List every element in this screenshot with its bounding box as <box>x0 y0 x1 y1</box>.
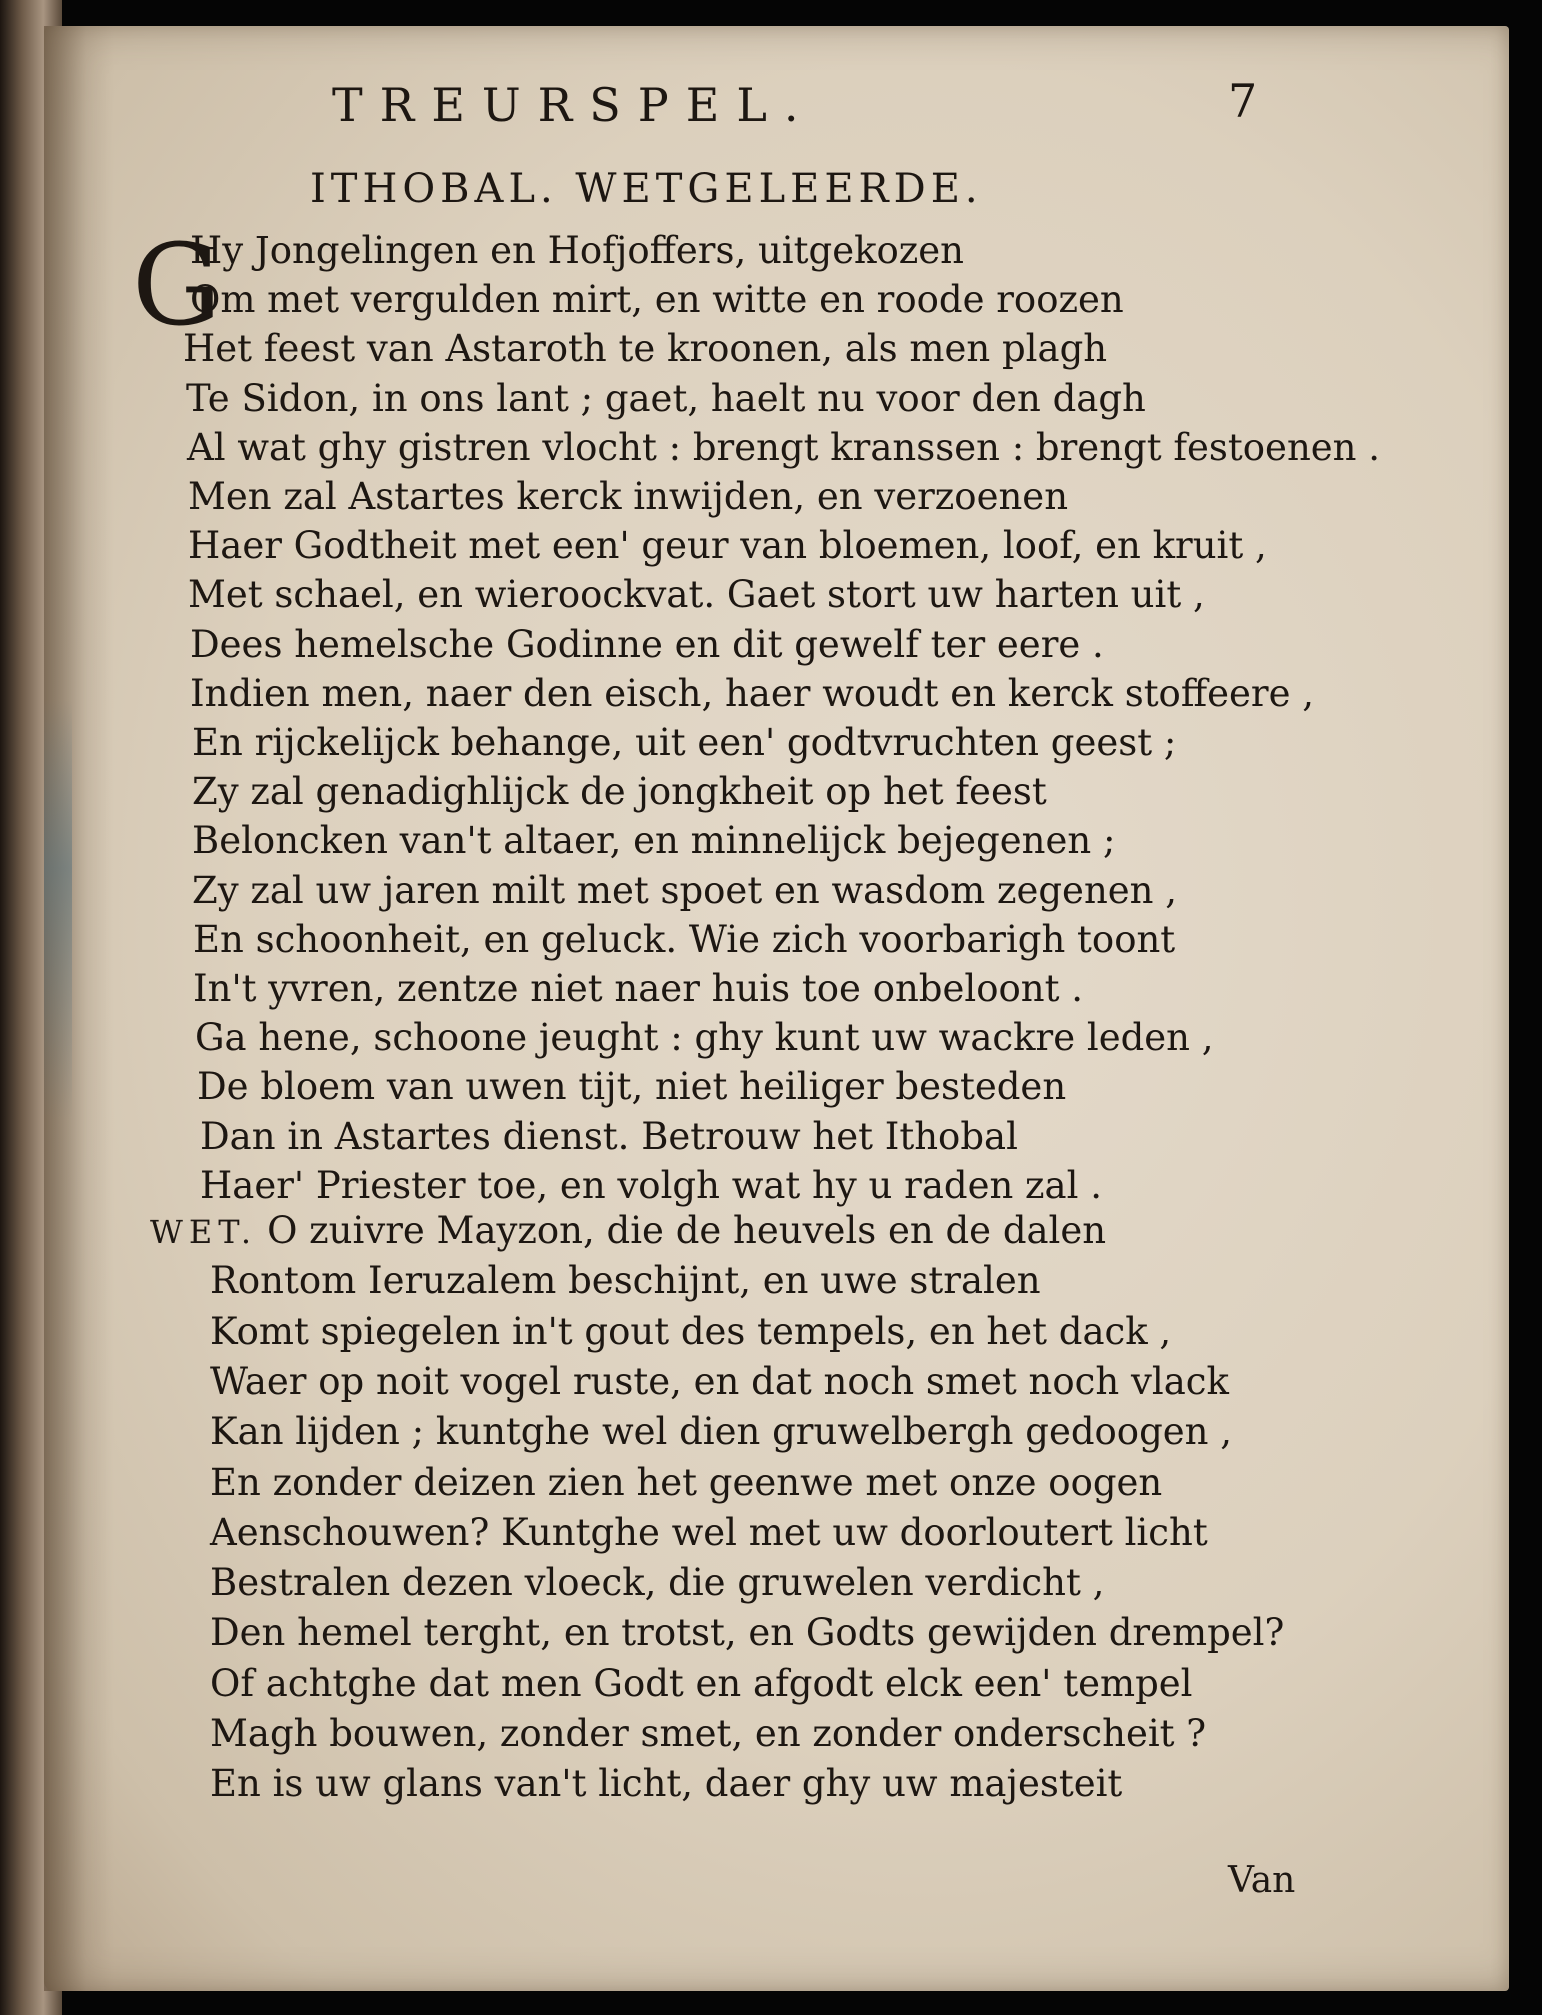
verse-line: Hy Jongelingen en Hofjoffers, uitgekozen <box>190 229 965 272</box>
page-edge-stain <box>44 700 72 1120</box>
verse-line: Kan lijden ; kuntghe wel dien gruwelbergh gedoogen , <box>210 1410 1233 1454</box>
verse-line: Bestralen dezen vloeck, die gruwelen verdicht , <box>210 1561 1105 1605</box>
verse-line: De bloem van uwen tijt, niet heiliger besteden <box>197 1065 1067 1109</box>
verse-line: Dan in Astartes dienst. Betrouw het Ithobal <box>200 1114 1018 1158</box>
verse-line: In't yvren, zentze niet naer huis toe onbeloont . <box>193 967 1083 1010</box>
catchword: Van <box>1228 1860 1296 1901</box>
verse-line: Haer Godtheit met een' geur van bloemen, loof, en kruit , <box>188 524 1267 568</box>
verse-line: Komt spiegelen in't gout des tempels, en het dack , <box>210 1309 1172 1353</box>
verse-line: Met schael, en wieroockvat. Gaet stort uw harten uit , <box>188 573 1205 617</box>
verse-line: Den hemel terght, en trotst, en Godts gewijden drempel? <box>210 1611 1285 1655</box>
verse-line: Waer op noit vogel ruste, en dat noch smet noch vlack <box>210 1359 1229 1403</box>
verse-line: En zonder deizen zien het geenwe met onze oogen <box>210 1460 1163 1504</box>
verse-line: Zy zal genadighlijck de jongkheit op het feest <box>192 770 1047 814</box>
page-number: 7 <box>1228 74 1258 128</box>
verse-line: Het feest van Astaroth te kroonen, als men plagh <box>183 327 1108 371</box>
verse-line: Te Sidon, in ons lant ; gaet, haelt nu voor den dagh <box>186 376 1146 420</box>
verse-line: Beloncken van't altaer, en minnelijck bejegenen ; <box>192 819 1116 863</box>
verse-line: En rijckelijck behange, uit een' godtvruchten geest ; <box>192 721 1177 764</box>
scene-speakers: ITHOBAL. WETGELEERDE. <box>310 166 983 212</box>
verse-line: En schoonheit, en geluck. Wie zich voorbarigh toont <box>193 917 1176 961</box>
verse-line: Men zal Astartes kerck inwijden, en verzoenen <box>188 475 1069 518</box>
verse-line <box>150 1209 1107 1252</box>
verse-line: Of achtghe dat men Godt en afgodt elck een' tempel <box>210 1661 1193 1705</box>
verse-line: Rontom Ieruzalem beschijnt, en uwe stralen <box>210 1259 1041 1303</box>
verse-line: Indien men, naer den eisch, haer woudt en kerck stoffeere , <box>190 671 1315 715</box>
verse-line: Ga hene, schoone jeught : ghy kunt uw wackre leden , <box>195 1016 1214 1060</box>
drop-cap: G <box>132 221 222 351</box>
verse-line: Om met vergulden mirt, en witte en roode roozen <box>190 278 1124 322</box>
verse-line: Al wat ghy gistren vlocht : brengt kranssen : brengt festoenen . <box>187 425 1381 469</box>
verse-text: O zuivre Mayzon, die de heuvels en de dalen <box>267 1209 1107 1252</box>
verse-line: Magh bouwen, zonder smet, en zonder onderscheit ? <box>210 1712 1207 1755</box>
verse-line: Zy zal uw jaren milt met spoet en wasdom zegenen , <box>192 868 1178 912</box>
verse-line: Aenschouwen? Kuntghe wel met uw doorloutert licht <box>210 1510 1208 1554</box>
verse-line: En is uw glans van't licht, daer ghy uw majesteit <box>210 1762 1123 1806</box>
running-title: TREURSPEL. <box>332 78 816 132</box>
verse-line: Dees hemelsche Godinne en dit gewelf ter eere . <box>190 622 1104 666</box>
speaker-tag: WET. <box>150 1213 258 1251</box>
verse-line: Haer' Priester toe, en volgh wat hy u raden zal . <box>200 1163 1102 1207</box>
